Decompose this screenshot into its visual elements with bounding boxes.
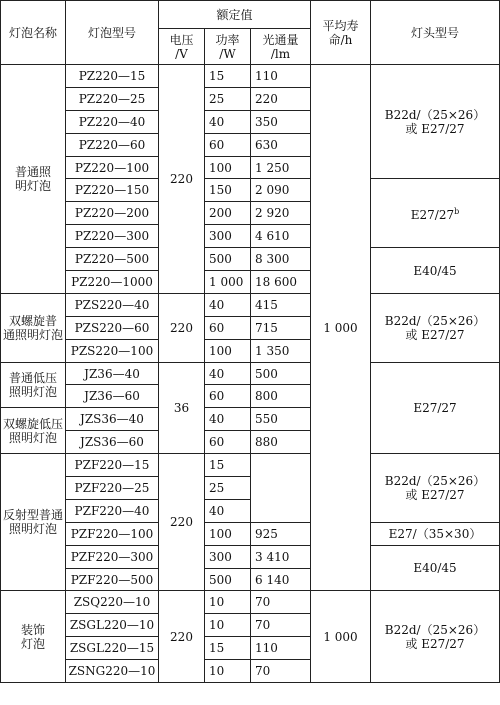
model-cell: PZ220—150 bbox=[66, 179, 159, 202]
table-row bbox=[1, 522, 500, 545]
power-cell: 25 bbox=[205, 87, 251, 110]
base-type-cell: E27/27 bbox=[371, 362, 500, 454]
flux-cell: 2 920 bbox=[251, 202, 311, 225]
group-name-general bbox=[1, 65, 66, 294]
flux-cell: 630 bbox=[251, 133, 311, 156]
model-cell: JZ36—60 bbox=[66, 385, 159, 408]
model-cell: JZS36—40 bbox=[66, 408, 159, 431]
flux-cell: 2 090 bbox=[251, 179, 311, 202]
base-line2: 或 E27/27 bbox=[405, 636, 465, 651]
group-name-line1: 装饰 bbox=[20, 622, 45, 637]
base-text: E27/27 bbox=[410, 207, 455, 222]
model-cell: PZ220—40 bbox=[66, 110, 159, 133]
model-cell: PZ220—60 bbox=[66, 133, 159, 156]
model-cell: PZF220—100 bbox=[66, 522, 159, 545]
group-name-line1: 普通照 bbox=[14, 164, 51, 179]
flux-cell: 110 bbox=[251, 637, 311, 660]
group-name-line1: 反射型普通 bbox=[3, 508, 64, 523]
flux-cell bbox=[251, 454, 311, 523]
voltage-cell: 220 bbox=[159, 293, 205, 362]
model-cell: PZ220—200 bbox=[66, 202, 159, 225]
flux-cell: 415 bbox=[251, 293, 311, 316]
model-cell: JZ36—40 bbox=[66, 362, 159, 385]
power-cell: 300 bbox=[205, 225, 251, 248]
header-power-line2: /W bbox=[219, 46, 236, 61]
power-cell: 500 bbox=[205, 568, 251, 591]
model-cell: PZ220—300 bbox=[66, 225, 159, 248]
flux-cell: 70 bbox=[251, 591, 311, 614]
flux-cell: 350 bbox=[251, 110, 311, 133]
flux-cell: 925 bbox=[251, 522, 311, 545]
model-cell: PZF220—300 bbox=[66, 545, 159, 568]
flux-cell: 1 250 bbox=[251, 156, 311, 179]
group-name-double-coil bbox=[1, 293, 66, 362]
header-power-line1: 功率 bbox=[215, 32, 240, 47]
table-row bbox=[1, 454, 500, 477]
model-cell: JZS36—60 bbox=[66, 431, 159, 454]
base-type-cell: E27/（35×30） bbox=[371, 522, 500, 545]
power-cell: 200 bbox=[205, 202, 251, 225]
header-base-type: 灯头型号 bbox=[371, 1, 500, 65]
base-type-cell bbox=[371, 454, 500, 523]
header-rated-values: 额定值 bbox=[159, 1, 311, 29]
flux-cell: 8 300 bbox=[251, 248, 311, 271]
header-voltage bbox=[159, 29, 205, 65]
voltage-cell: 220 bbox=[159, 65, 205, 294]
model-cell: PZ220—500 bbox=[66, 248, 159, 271]
model-cell: ZSQ220—10 bbox=[66, 591, 159, 614]
model-cell: ZSNG220—10 bbox=[66, 660, 159, 683]
table-row bbox=[1, 179, 500, 202]
power-cell: 10 bbox=[205, 660, 251, 683]
power-cell: 100 bbox=[205, 522, 251, 545]
model-cell: PZ220—100 bbox=[66, 156, 159, 179]
group-name-low-voltage bbox=[1, 362, 66, 408]
power-cell: 40 bbox=[205, 408, 251, 431]
power-cell: 15 bbox=[205, 65, 251, 88]
group-name-line2: 通照明灯泡 bbox=[3, 327, 64, 342]
group-name-line2: 照明灯泡 bbox=[8, 384, 57, 399]
flux-cell: 3 410 bbox=[251, 545, 311, 568]
header-lamp-model: 灯泡型号 bbox=[66, 1, 159, 65]
base-type-cell bbox=[371, 591, 500, 683]
power-cell: 60 bbox=[205, 133, 251, 156]
table-row bbox=[1, 545, 500, 568]
base-line1: B22d/（25×26） bbox=[384, 107, 486, 122]
model-cell: ZSGL220—15 bbox=[66, 637, 159, 660]
power-cell: 300 bbox=[205, 545, 251, 568]
flux-cell: 500 bbox=[251, 362, 311, 385]
base-type-cell bbox=[371, 293, 500, 362]
power-cell: 40 bbox=[205, 362, 251, 385]
base-line2: 或 E27/27 bbox=[405, 327, 465, 342]
header-voltage-line1: 电压 bbox=[169, 32, 194, 47]
voltage-cell: 220 bbox=[159, 591, 205, 683]
flux-cell: 4 610 bbox=[251, 225, 311, 248]
power-cell: 500 bbox=[205, 248, 251, 271]
flux-cell: 220 bbox=[251, 87, 311, 110]
header-power bbox=[205, 29, 251, 65]
flux-cell: 715 bbox=[251, 316, 311, 339]
voltage-cell: 220 bbox=[159, 454, 205, 591]
flux-cell: 70 bbox=[251, 614, 311, 637]
base-footnote-mark: b bbox=[454, 206, 460, 216]
power-cell: 15 bbox=[205, 637, 251, 660]
average-life-cell: 1 000 bbox=[311, 65, 371, 591]
power-cell: 60 bbox=[205, 316, 251, 339]
model-cell: PZF220—40 bbox=[66, 499, 159, 522]
group-name-line1: 双螺旋低压 bbox=[3, 416, 64, 431]
flux-cell: 880 bbox=[251, 431, 311, 454]
flux-cell: 800 bbox=[251, 385, 311, 408]
header-flux-line1: 光通量 bbox=[262, 32, 299, 47]
table-row bbox=[1, 362, 500, 385]
power-cell: 40 bbox=[205, 499, 251, 522]
power-cell: 40 bbox=[205, 293, 251, 316]
table-row bbox=[1, 65, 500, 88]
model-cell: PZ220—15 bbox=[66, 65, 159, 88]
base-type-cell: E40/45 bbox=[371, 545, 500, 591]
header-flux-line2: /lm bbox=[270, 46, 291, 61]
base-type-cell bbox=[371, 65, 500, 179]
group-name-reflector bbox=[1, 454, 66, 591]
group-name-line1: 双螺旋普 bbox=[8, 313, 57, 328]
model-cell: ZSGL220—10 bbox=[66, 614, 159, 637]
base-type-cell bbox=[371, 179, 500, 248]
header-life-line2: 命/h bbox=[328, 32, 353, 47]
power-cell: 15 bbox=[205, 454, 251, 477]
table-row bbox=[1, 591, 500, 614]
base-line2: 或 E27/27 bbox=[405, 121, 465, 136]
base-line1: B22d/（25×26） bbox=[384, 622, 486, 637]
flux-cell: 550 bbox=[251, 408, 311, 431]
group-name-double-coil-low-voltage bbox=[1, 408, 66, 454]
model-cell: PZS220—100 bbox=[66, 339, 159, 362]
power-cell: 1 000 bbox=[205, 271, 251, 294]
group-name-line2: 灯泡 bbox=[20, 636, 45, 651]
power-cell: 25 bbox=[205, 477, 251, 500]
table-row bbox=[1, 293, 500, 316]
flux-cell: 110 bbox=[251, 65, 311, 88]
header-average-life bbox=[311, 1, 371, 65]
group-name-line2: 照明灯泡 bbox=[8, 430, 57, 445]
power-cell: 100 bbox=[205, 156, 251, 179]
table-row bbox=[1, 248, 500, 271]
power-cell: 60 bbox=[205, 431, 251, 454]
power-cell: 150 bbox=[205, 179, 251, 202]
voltage-cell: 36 bbox=[159, 362, 205, 454]
model-cell: PZF220—15 bbox=[66, 454, 159, 477]
model-cell: PZ220—25 bbox=[66, 87, 159, 110]
flux-cell: 1 350 bbox=[251, 339, 311, 362]
group-name-line2: 明灯泡 bbox=[14, 178, 51, 193]
power-cell: 10 bbox=[205, 614, 251, 637]
header-life-line1: 平均寿 bbox=[322, 18, 359, 33]
header-flux bbox=[251, 29, 311, 65]
flux-cell: 6 140 bbox=[251, 568, 311, 591]
base-line1: B22d/（25×26） bbox=[384, 313, 486, 328]
average-life-cell: 1 000 bbox=[311, 591, 371, 683]
power-cell: 40 bbox=[205, 110, 251, 133]
group-name-line2: 照明灯泡 bbox=[8, 522, 57, 537]
model-cell: PZS220—40 bbox=[66, 293, 159, 316]
power-cell: 60 bbox=[205, 385, 251, 408]
group-name-line1: 普通低压 bbox=[8, 370, 57, 385]
power-cell: 100 bbox=[205, 339, 251, 362]
model-cell: PZF220—25 bbox=[66, 477, 159, 500]
flux-cell: 70 bbox=[251, 660, 311, 683]
header-voltage-line2: /V bbox=[175, 46, 188, 61]
header-lamp-name: 灯泡名称 bbox=[1, 1, 66, 65]
base-line2: 或 E27/27 bbox=[405, 487, 465, 502]
flux-cell: 18 600 bbox=[251, 271, 311, 294]
base-line1: B22d/（25×26） bbox=[384, 473, 486, 488]
model-cell: PZF220—500 bbox=[66, 568, 159, 591]
base-type-cell: E40/45 bbox=[371, 248, 500, 294]
group-name-decorative bbox=[1, 591, 66, 683]
power-cell: 10 bbox=[205, 591, 251, 614]
model-cell: PZ220—1000 bbox=[66, 271, 159, 294]
model-cell: PZS220—60 bbox=[66, 316, 159, 339]
